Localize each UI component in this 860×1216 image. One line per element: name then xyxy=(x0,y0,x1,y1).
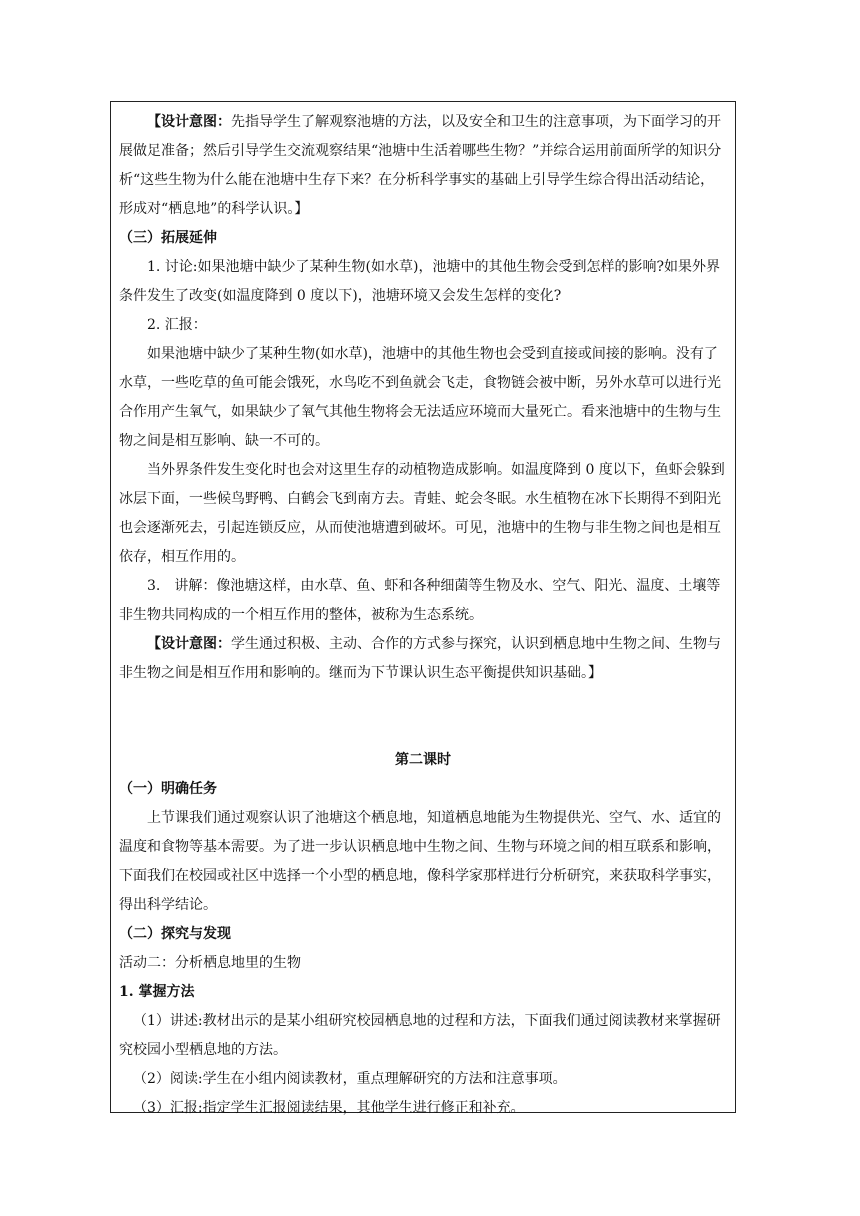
method-step-2: （2）阅读:学生在小组内阅读教材，重点理解研究的方法和注意事项。 xyxy=(133,1071,567,1087)
lesson-title: 第二课时 xyxy=(395,752,451,768)
report-label: 2. 汇报： xyxy=(147,317,207,333)
design-intent-text-2: 学生通过积极、主动、合作的方式参与探究，认识到栖息地中生物之间、生物与非生物之间是相互作用和影响的。继而为下节课认识生态平衡提供知识基础。】 xyxy=(119,636,721,681)
section-heading-task: （一）明确任务 xyxy=(119,781,217,797)
method-step-3: （3）汇报:指定学生汇报阅读结果，其他学生进行修正和补充。 xyxy=(133,1100,525,1116)
report-paragraph-1: 如果池塘中缺少了某种生物(如水草)，池塘中的其他生物也会受到直接或间接的影响。没有了水草，一些吃草的鱼可能会饿死，水鸟吃不到鱼就会飞走，食物链会被中断，另外水草可以进行光合作用产生氧气，如果缺少了氧气其他生物将会无法适应环境而大量死亡。看来池塘中的生物与生物之间是相互影响、缺一不可的。 xyxy=(119,346,721,449)
document-body xyxy=(111,102,735,1123)
task-paragraph: 上节课我们通过观察认识了池塘这个栖息地，知道栖息地能为生物提供光、空气、水、适宜的温度和食物等基本需要。为了进一步认识栖息地中生物之间、生物与环境之间的相互联系和影响，下面我们在校园或社区中选择一个小型的栖息地，像科学家那样进行分析研究，来获取科学事实，得出科学结论。 xyxy=(119,810,721,913)
design-intent-tag: 【设计意图： xyxy=(147,114,231,130)
explain-paragraph: 3. 讲解：像池塘这样，由水草、鱼、虾和各种细菌等生物及水、空气、阳光、温度、土壤等非生物共同构成的一个相互作用的整体，被称为生态系统。 xyxy=(119,578,721,623)
spacer xyxy=(119,688,727,746)
section-heading-explore: （二）探究与发现 xyxy=(119,926,231,942)
section-heading-extend: （三）拓展延伸 xyxy=(119,230,217,246)
design-intent-paragraph-1 xyxy=(119,108,727,224)
method-step-1: （1）讲述:教材出示的是某小组研究校园栖息地的过程和方法，下面我们通过阅读教材来掌握研究校园小型栖息地的方法。 xyxy=(119,1013,721,1058)
report-paragraph-2: 当外界条件发生变化时也会对这里生存的动植物造成影响。如温度降到 0 度以下，鱼虾会躲到冰层下面，一些候鸟野鸭、白鹤会飞到南方去。青蛙、蛇会冬眠。水生植物在冰下长期得不到阳光也会逐渐死去，引起连锁反应，从而使池塘遭到破坏。可见，池塘中的生物与非生物之间也是相互依存，相互作用的。 xyxy=(119,462,725,565)
activity-title: 活动二：分析栖息地里的生物 xyxy=(119,955,301,971)
content-frame xyxy=(110,101,736,1116)
section-heading-method: 1. 掌握方法 xyxy=(119,984,195,1000)
design-intent-paragraph-2 xyxy=(119,630,727,688)
design-intent-text: 先指导学生了解观察池塘的方法，以及安全和卫生的注意事项，为下面学习的开展做足准备；然后引导学生交流观察结果“池塘中生活着哪些生物？”并综合运用前面所学的知识分析“这些生物为什么能在池塘中生存下来？在分析科学事实的基础上引导学生综合得出活动结论，形成对“栖息地”的科学认识。】 xyxy=(119,114,722,217)
design-intent-tag-2: 【设计意图： xyxy=(147,636,231,652)
discussion-paragraph: 1. 讨论:如果池塘中缺少了某种生物(如水草)，池塘中的其他生物会受到怎样的影响?如果外界条件发生了改变(如温度降到 0 度以下)，池塘环境又会发生怎样的变化? xyxy=(119,259,720,304)
